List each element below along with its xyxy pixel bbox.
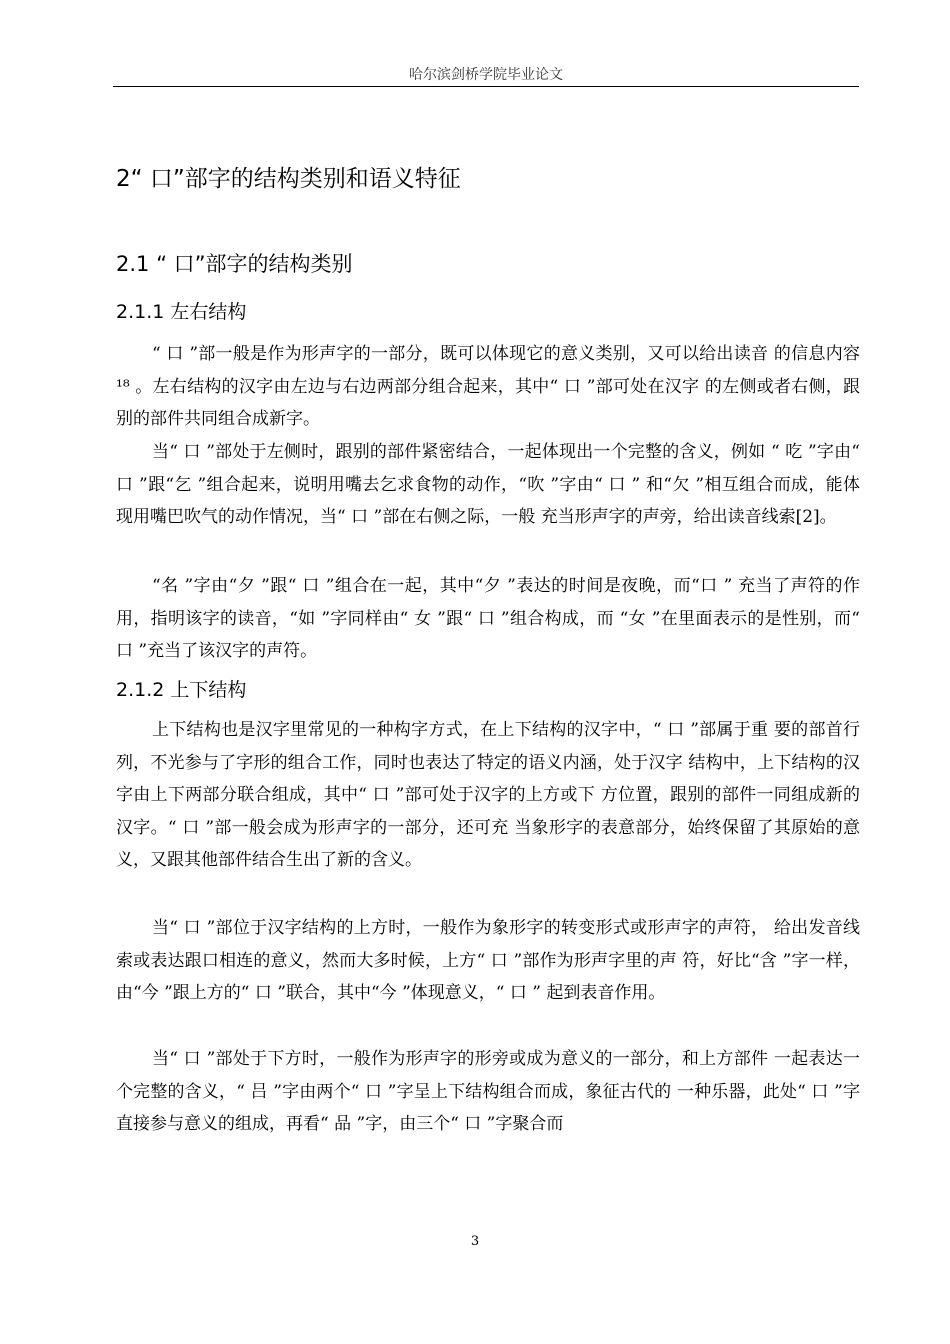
subsection-title-top-bottom: 2.1.2 上下结构: [116, 679, 247, 701]
section-title: 2.1 “ 口”部字的结构类别: [116, 252, 353, 276]
header-divider: [113, 86, 859, 87]
page-number: 3: [470, 1234, 480, 1249]
body-paragraph: 当“ 口 ”部处于左侧时，跟别的部件紧密结合，一起体现出一个完整的含义，例如 “ 吃 ”字由“ 口 ”跟“乞 ”组合起来，说明用嘴去乞求食物的动作，“吹 ”字由“ 口 ” 和“欠 ”相互组合而成，能体现用嘴巴吹气的动作情况，当“ 口 ”部在右侧之际，一般 充当形声字的声旁，给出读音线索[2]。: [116, 442, 860, 527]
page-header: 哈尔滨剑桥学院毕业论文: [409, 67, 563, 83]
chapter-title: 2“ 口”部字的结构类别和语义特征: [116, 166, 461, 192]
body-paragraph: 当“ 口 ”部位于汉字结构的上方时，一般作为象形字的转变形式或形声字的声符， 给出发音线索或表达跟口相连的意义，然而大多时候，上方“ 口 ”部作为形声字里的声 符，好比“含 ”字一样，由“今 ”跟上方的“ 口 ”联合，其中“今 ”体现意义，“ 口 ” 起到表音作用。: [116, 918, 860, 1003]
body-paragraph: “ 口 ”部一般是作为形声字的一部分，既可以体现它的意义类别，又可以给出读音 的信息内容 ¹⁸ 。左右结构的汉字由左边与右边两部分组合起来，其中“ 口 ”部可处在汉字 的左侧或者右侧，跟别的部件共同组合成新字。: [116, 344, 860, 429]
body-paragraph: 当“ 口 ”部处于下方时，一般作为形声字的形旁或成为意义的一部分，和上方部件 一起表达一个完整的含义，“ 吕 ”字由两个“ 口 ”字呈上下结构组合而成，象征古代的 一种乐器，此处“ 口 ”字直接参与意义的组成，再看“ 品 ”字，由三个“ 口 ”字聚合而: [116, 1049, 860, 1134]
body-paragraph: 上下结构也是汉字里常见的一种构字方式，在上下结构的汉字中，“ 口 ”部属于重 要的部首行列，不光参与了字形的组合工作，同时也表达了特定的语义内涵，处于汉字 结构中，上下结构的汉字由上下两部分联合组成，其中“ 口 ”部可处于汉字的上方或下 方位置，跟别的部件一同组成新的汉字。“ 口 ”部一般会成为形声字的一部分，还可充 当象形字的表意部分，始终保留了其原始的意义，又跟其他部件结合生出了新的含义。: [116, 720, 860, 870]
body-paragraph: “名 ”字由“夕 ”跟“ 口 ”组合在一起，其中“夕 ”表达的时间是夜晚，而“口 ” 充当了声符的作用，指明该字的读音，“如 ”字同样由“ 女 ”跟“ 口 ”组合构成，而 “女 ”在里面表示的是性别，而“ 口 ”充当了该汉字的声符。: [116, 576, 860, 661]
subsection-title-left-right: 2.1.1 左右结构: [116, 301, 247, 323]
